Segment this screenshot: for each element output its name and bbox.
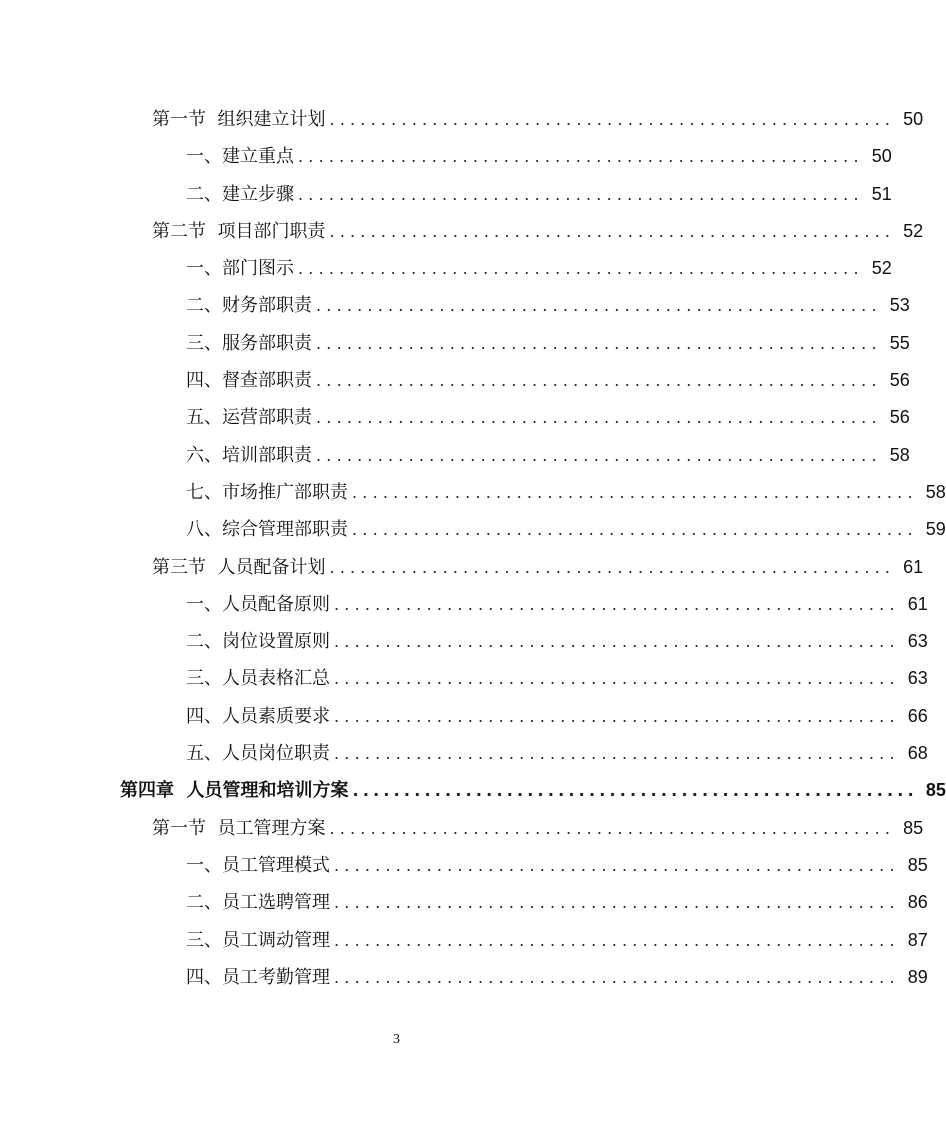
toc-entry-title: 四、督查部职责 — [186, 370, 312, 392]
toc-entry-title: 第一节 员工管理方案 — [152, 817, 326, 839]
toc-entry-title: 三、人员表格汇总 — [186, 668, 330, 690]
toc-entry-page-number: 50 — [871, 146, 892, 167]
toc-entry-title: 四、人员素质要求 — [186, 705, 330, 727]
toc-entry-item[interactable] — [0, 586, 928, 623]
toc-entry-section[interactable] — [0, 101, 924, 138]
toc-entry-item[interactable] — [0, 399, 910, 436]
toc-entry-page-number: 52 — [903, 220, 924, 241]
toc-entry-title: 第一节 组织建立计划 — [152, 109, 326, 130]
toc-entry-title: 八、综合管理部职责 — [186, 519, 348, 541]
toc-entry-page-number: 58 — [889, 444, 910, 465]
toc-entry-title: 一、人员配备原则 — [186, 593, 330, 615]
toc-dot-leader: ....................................................... — [316, 408, 882, 428]
toc-entry-item[interactable] — [0, 325, 910, 362]
toc-entry-item[interactable] — [0, 884, 928, 921]
toc-entry-item[interactable] — [0, 138, 892, 175]
toc-dot-leader: ....................................................... — [334, 669, 900, 689]
toc-dot-leader: ....................................................... — [329, 818, 896, 838]
toc-dot-leader: ....................................................... — [316, 296, 882, 316]
toc-entry-item[interactable] — [0, 176, 892, 213]
toc-entry-item[interactable] — [0, 698, 928, 735]
toc-dot-leader: ....................................................... — [352, 482, 918, 502]
toc-entry-page-number: 63 — [907, 631, 928, 652]
toc-entry-title: 三、员工调动管理 — [186, 929, 330, 951]
toc-entry-page-number: 63 — [907, 668, 928, 689]
toc-entry-item[interactable] — [0, 623, 928, 660]
toc-entry-title: 第三节 人员配备计划 — [152, 556, 326, 578]
toc-entry-page-number: 85 — [925, 780, 946, 801]
toc-entry-title: 一、建立重点 — [186, 146, 294, 168]
toc-dot-leader: ....................................................... — [298, 184, 864, 204]
toc-entry-title: 二、员工选聘管理 — [186, 892, 330, 914]
toc-entry-page-number: 53 — [889, 295, 910, 316]
toc-entry-item[interactable] — [0, 474, 946, 511]
toc-entry-title: 一、员工管理模式 — [186, 854, 330, 876]
toc-entry-page-number: 52 — [871, 258, 892, 279]
toc-entry-title: 一、部门图示 — [186, 258, 294, 280]
toc-dot-leader: ....................................................... — [316, 445, 882, 465]
toc-entry-page-number: 51 — [871, 183, 892, 204]
toc-dot-leader: ....................................................... — [334, 967, 900, 987]
toc-entry-title: 六、培训部职责 — [186, 444, 312, 466]
toc-dot-leader: ....................................................... — [334, 706, 900, 726]
toc-entry-title: 第四章 人员管理和培训方案 — [120, 780, 349, 802]
toc-entry-title: 第二节 项目部门职责 — [152, 220, 326, 242]
toc-entry-page-number: 56 — [889, 407, 910, 428]
toc-dot-leader: ....................................................... — [352, 781, 918, 801]
toc-entry-item[interactable] — [0, 735, 928, 772]
toc-entry-page-number: 58 — [925, 481, 946, 502]
toc-entry-page-number: 50 — [903, 109, 924, 129]
toc-entry-title: 二、财务部职责 — [186, 295, 312, 317]
toc-entry-item[interactable] — [0, 250, 892, 287]
toc-entry-section[interactable] — [0, 810, 924, 847]
toc-dot-leader: ....................................................... — [334, 893, 900, 913]
toc-dot-leader: ....................................................... — [316, 371, 882, 391]
toc-entry-title: 三、服务部职责 — [186, 332, 312, 354]
toc-entry-page-number: 61 — [907, 593, 928, 614]
toc-entry-page-number: 86 — [907, 892, 928, 913]
toc-entry-page-number: 55 — [889, 332, 910, 353]
page-number: 3 — [393, 1032, 400, 1047]
toc-dot-leader: ....................................................... — [316, 333, 882, 353]
toc-entry-item[interactable] — [0, 511, 946, 548]
toc-entry-section[interactable] — [0, 549, 924, 586]
toc-entry-title: 七、市场推广部职责 — [186, 481, 348, 503]
toc-entry-page-number: 61 — [903, 556, 924, 577]
table-of-contents — [0, 101, 946, 996]
toc-entry-title: 二、岗位设置原则 — [186, 631, 330, 653]
toc-entry-page-number: 68 — [907, 743, 928, 764]
toc-entry-page-number: 59 — [925, 519, 946, 540]
toc-dot-leader: ....................................................... — [329, 221, 896, 241]
toc-dot-leader: ....................................................... — [334, 594, 900, 614]
toc-entry-page-number: 85 — [903, 817, 924, 838]
toc-entry-item[interactable] — [0, 847, 928, 884]
toc-dot-leader: ....................................................... — [334, 632, 900, 652]
toc-entry-title: 四、员工考勤管理 — [186, 966, 330, 988]
toc-entry-page-number: 87 — [907, 929, 928, 950]
toc-entry-item[interactable] — [0, 922, 928, 959]
toc-dot-leader: ....................................................... — [298, 259, 864, 279]
toc-entry-page-number: 89 — [907, 966, 928, 987]
toc-dot-leader: ....................................................... — [352, 520, 918, 540]
toc-dot-leader: ....................................................... — [334, 930, 900, 950]
toc-dot-leader: ....................................................... — [329, 557, 896, 577]
toc-entry-page-number: 56 — [889, 370, 910, 391]
toc-dot-leader: ....................................................... — [334, 855, 900, 875]
toc-entry-chapter[interactable] — [0, 772, 946, 809]
toc-entry-title: 五、运营部职责 — [186, 407, 312, 429]
toc-entry-item[interactable] — [0, 437, 910, 474]
toc-entry-item[interactable] — [0, 959, 928, 996]
toc-entry-item[interactable] — [0, 362, 910, 399]
toc-entry-title: 五、人员岗位职责 — [186, 743, 330, 765]
toc-dot-leader: ....................................................... — [329, 110, 896, 129]
toc-dot-leader: ....................................................... — [334, 744, 900, 764]
toc-entry-item[interactable] — [0, 287, 910, 324]
toc-entry-title: 二、建立步骤 — [186, 183, 294, 205]
toc-entry-section[interactable] — [0, 213, 924, 250]
toc-entry-page-number: 85 — [907, 854, 928, 875]
toc-dot-leader: ....................................................... — [298, 147, 864, 167]
toc-entry-page-number: 66 — [907, 705, 928, 726]
toc-entry-item[interactable] — [0, 660, 928, 697]
